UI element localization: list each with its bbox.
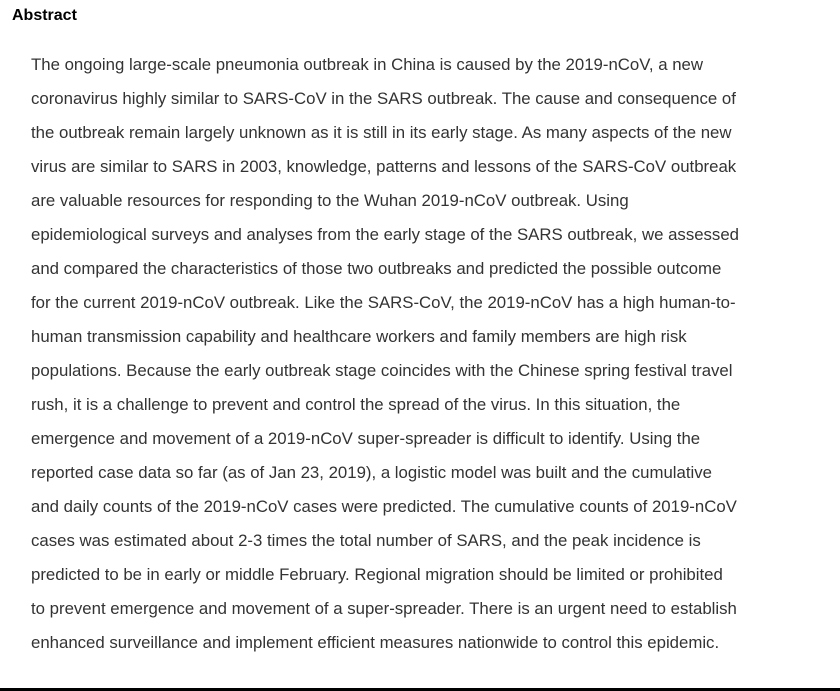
abstract-heading: Abstract: [12, 7, 77, 24]
abstract-line: populations. Because the early outbreak stage coincides with the Chinese spring festival travel: [31, 361, 733, 380]
abstract-line: to prevent emergence and movement of a super-spreader. There is an urgent need to establish: [31, 599, 737, 618]
abstract-body: [31, 48, 831, 660]
abstract-line: rush, it is a challenge to prevent and control the spread of the virus. In this situation, the: [31, 395, 681, 414]
abstract-line: The ongoing large-scale pneumonia outbreak in China is caused by the 2019-nCoV, a new: [31, 55, 704, 74]
abstract-line: predicted to be in early or middle February. Regional migration should be limited or prohibited: [31, 565, 723, 584]
abstract-line: cases was estimated about 2-3 times the total number of SARS, and the peak incidence is: [31, 531, 701, 550]
abstract-line: and daily counts of the 2019-nCoV cases were predicted. The cumulative counts of 2019-nCoV: [31, 497, 737, 516]
abstract-line: human transmission capability and healthcare workers and family members are high risk: [31, 327, 687, 346]
abstract-line: coronavirus highly similar to SARS-CoV in the SARS outbreak. The cause and consequence of: [31, 89, 736, 108]
abstract-line: epidemiological surveys and analyses from the early stage of the SARS outbreak, we assessed: [31, 225, 739, 244]
abstract-line: the outbreak remain largely unknown as it is still in its early stage. As many aspects of the new: [31, 123, 732, 142]
abstract-line: emergence and movement of a 2019-nCoV super-spreader is difficult to identify. Using the: [31, 429, 701, 448]
abstract-line: are valuable resources for responding to the Wuhan 2019-nCoV outbreak. Using: [31, 191, 629, 210]
abstract-line: enhanced surveillance and implement efficient measures nationwide to control this epidemic.: [31, 633, 720, 652]
abstract-line: virus are similar to SARS in 2003, knowledge, patterns and lessons of the SARS-CoV outbreak: [31, 157, 737, 176]
abstract-line: reported case data so far (as of Jan 23, 2019), a logistic model was built and the cumulative: [31, 463, 712, 482]
abstract-line: and compared the characteristics of those two outbreaks and predicted the possible outcome: [31, 259, 722, 278]
abstract-line: for the current 2019-nCoV outbreak. Like the SARS-CoV, the 2019-nCoV has a high human-to-: [31, 293, 736, 312]
